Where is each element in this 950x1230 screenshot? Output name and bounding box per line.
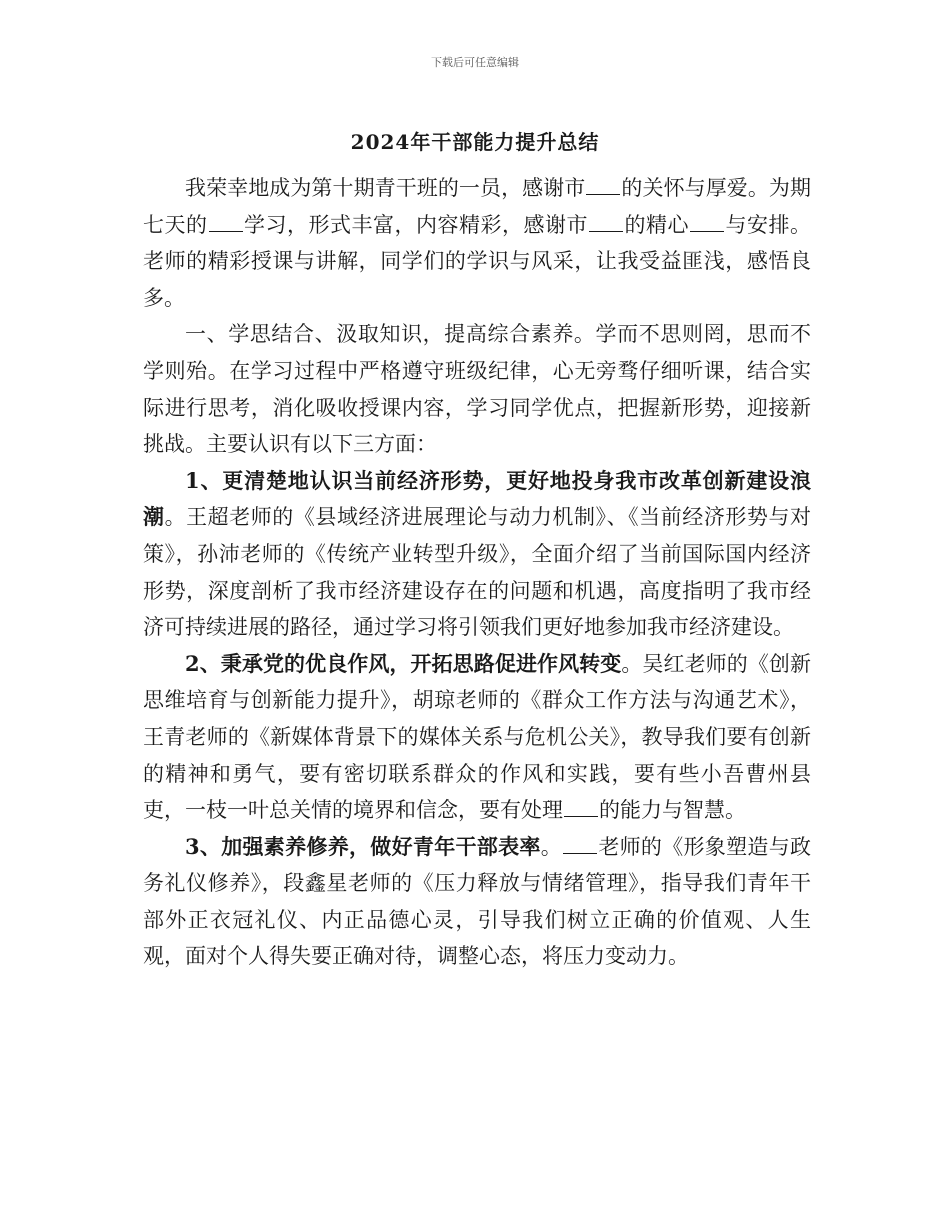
paragraph bbox=[143, 646, 811, 829]
paragraph-text: 一、学思结合、汲取知识，提高综合素养。学而不思则罔，思而不学则殆。在学习过程中严格遵守班级纪律，心无旁骛仔细听课，结合实际进行思考，消化吸收授课内容，学习同学优点，把握新形势，迎接新挑战。主要认识有以下三方面： bbox=[143, 322, 811, 457]
fill-blank bbox=[589, 230, 623, 232]
paragraph-text: 我荣幸地成为第十期青干班的一员，感谢市 bbox=[185, 176, 586, 200]
paragraph bbox=[143, 316, 811, 462]
paragraph-text: 的精心 bbox=[624, 212, 689, 237]
paragraph-lead: 2、秉承党的优良作风，开拓思路促进作风转变 bbox=[185, 650, 622, 676]
paragraph-text: 的能力与智慧。 bbox=[599, 798, 746, 823]
header-note: 下载后可任意编辑 bbox=[431, 56, 519, 69]
fill-blank bbox=[563, 852, 597, 854]
fill-blank bbox=[564, 815, 598, 817]
fill-blank bbox=[209, 230, 243, 232]
fill-blank bbox=[690, 230, 724, 232]
paragraph-lead: 3、加强素养修养，做好青年干部表率 bbox=[185, 833, 541, 859]
paragraph-text: 与安排。老师的精彩授课与讲解，同学们的学识与风采，让我受益匪浅，感悟良多。 bbox=[143, 212, 811, 310]
paragraph-text: 。王超老师的《县域经济进展理论与动力机制》、《当前经济形势与对策》，孙沛老师的《传统产业转型升级》，全面介绍了当前国际国内经济形势，深度剖析了我市经济建设存在的问题和机遇，高度指明了我市经济可持续进展的路径，通过学习将引领我们更好地参加我市经济建设。 bbox=[143, 505, 812, 640]
paragraph bbox=[143, 170, 811, 316]
paragraph-text: 。 bbox=[540, 834, 563, 859]
document-body bbox=[143, 170, 811, 975]
paragraph bbox=[143, 463, 811, 646]
paragraph-text: 。吴红老师的《创新思维培育与创新能力提升》，胡琼老师的《群众工作方法与沟通艺术》，王青老师的《新媒体背景下的媒体关系与危机公关》，教导我们要有创新的精神和勇气，要有密切联系群众的作风和实践，要有些小吾曹州县吏，一枝一叶总关情的境界和信念，要有处理 bbox=[143, 651, 811, 823]
paragraph-lead: 1、更清楚地认识当前经济形势，更好地投身我市改革创新建设浪潮 bbox=[143, 467, 811, 530]
paragraph-text: 老师的《形象塑造与政务礼仪修养》，段鑫星老师的《压力释放与情绪管理》，指导我们青年干部外正衣冠礼仪、内正品德心灵，引导我们树立正确的价值观、人生观，面对个人得失要正确对待，调整心态，将压力变动力。 bbox=[143, 834, 812, 969]
paragraph bbox=[143, 829, 811, 975]
fill-blank bbox=[586, 193, 620, 195]
paragraph-text: 学习，形式丰富，内容精彩，感谢市 bbox=[243, 212, 588, 237]
document-title: 2024年干部能力提升总结 bbox=[350, 130, 600, 154]
paragraph-text: 的关怀与厚爱。为期七天的 bbox=[143, 176, 812, 237]
